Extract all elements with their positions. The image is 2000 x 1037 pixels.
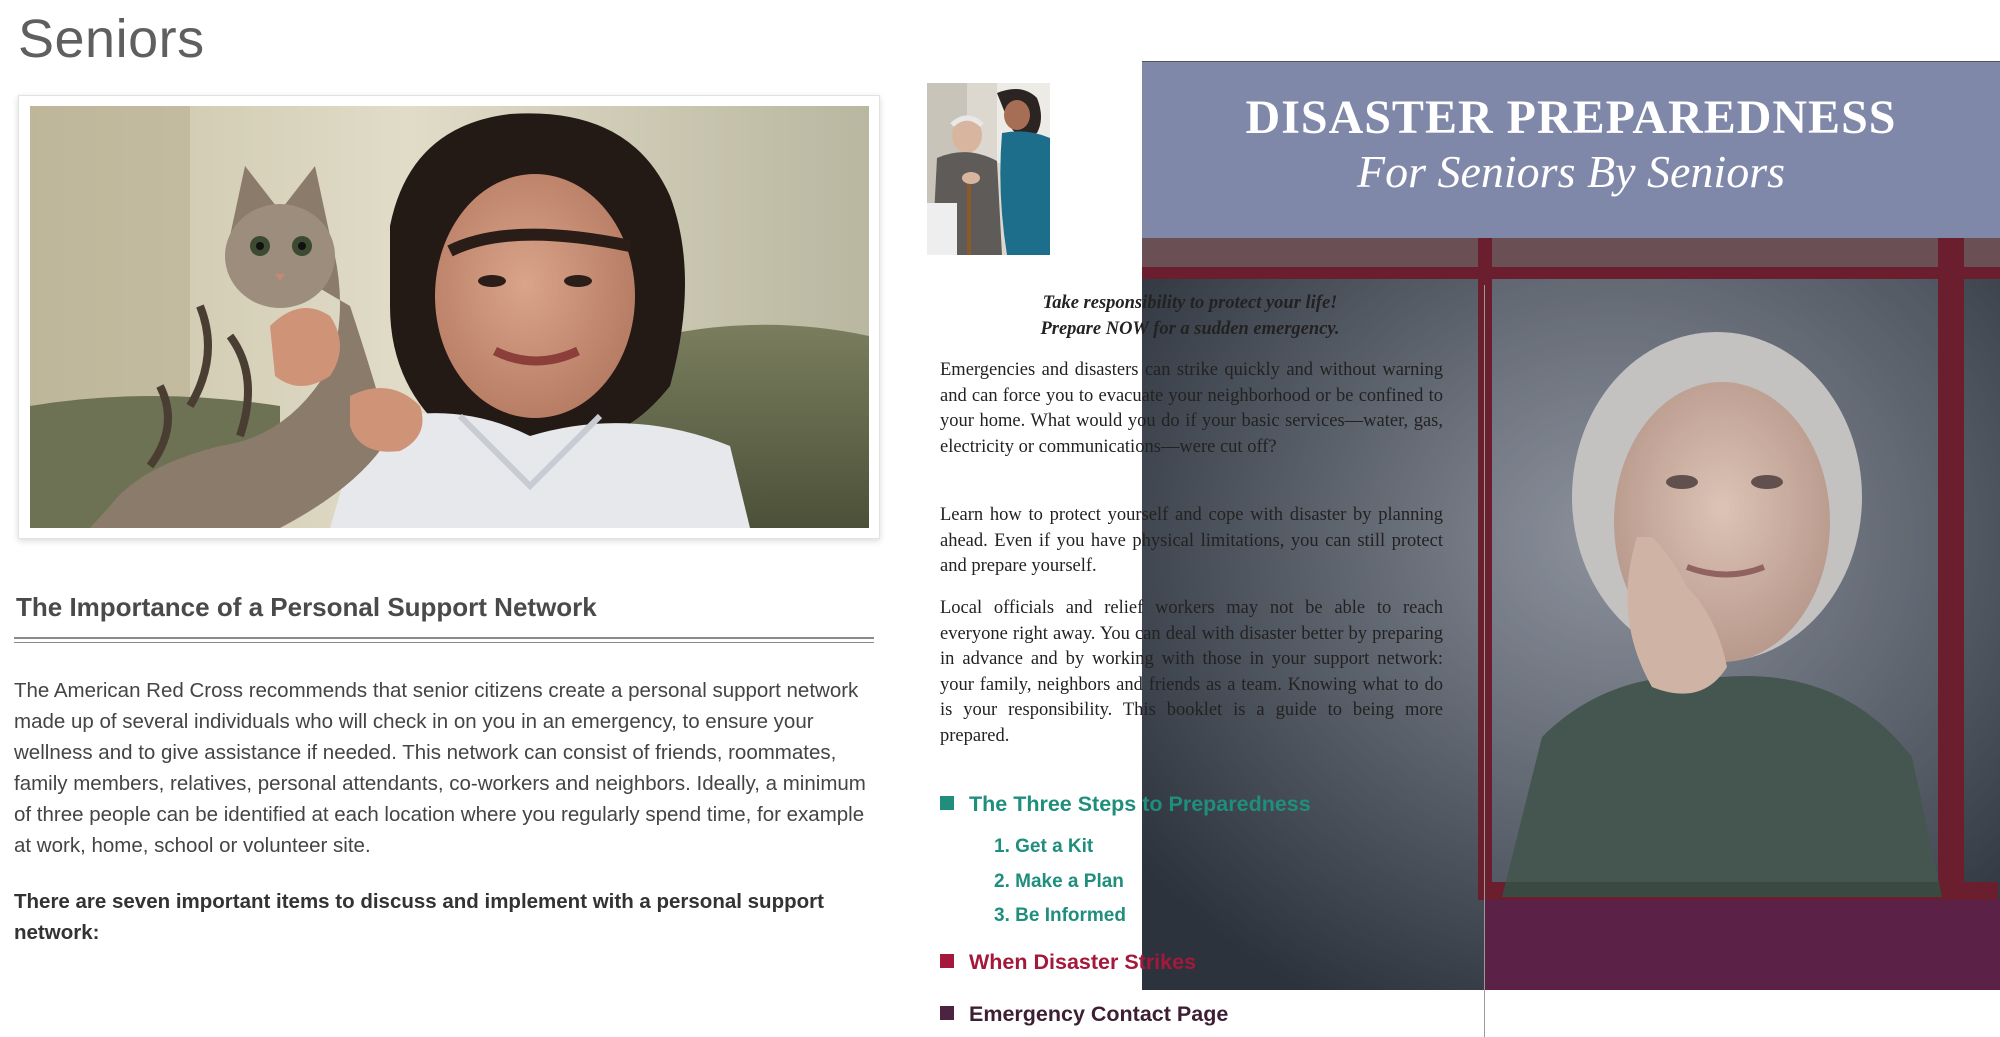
crimson-square-icon <box>940 954 954 968</box>
support-network-paragraph: The American Red Cross recommends that senior citizens create a personal support network made up of several individuals who will check in on you in an emergency, to ensure your wellness and to give assistance if needed. This network can consist of friends, roommates, family members, relatives, personal attendants, co-workers and neighbors. Ideally, a minimum of three people can be identified at each location where you regularly spend time, for example at work, home, school or volunteer site. <box>14 679 866 857</box>
senior-with-cat-photo <box>30 106 869 528</box>
toc-step-2[interactable]: 2. Make a Plan <box>994 871 1124 892</box>
toc-emergency-contact-label: Emergency Contact Page <box>969 1002 1229 1026</box>
toc-when-disaster[interactable] <box>940 950 1196 975</box>
toc-steps-title[interactable] <box>940 792 1311 817</box>
seven-items-paragraph: There are seven important items to discuss and implement with a personal support network: <box>14 890 824 944</box>
toc-step-3[interactable]: 3. Be Informed <box>994 905 1126 926</box>
intro-line-1: Take responsibility to protect your life! <box>1042 293 1338 313</box>
teal-square-icon <box>940 796 954 810</box>
toc-when-disaster-label: When Disaster Strikes <box>969 950 1197 974</box>
page-title: Seniors <box>18 9 205 69</box>
intro-line-2: Prepare NOW for a sudden emergency. <box>1040 319 1340 339</box>
booklet-title: DISASTER PREPAREDNESS <box>1245 91 1897 144</box>
booklet-paragraph-3: Local officials and relief workers may not be able to reach everyone right away. You can deal with disaster better by preparing in advance and by working with those in your support network: your family, neighbors and friends as a team. Knowing what to do is your responsibility. This booklet is a guide to being more prepared. <box>940 598 1443 746</box>
toc-steps-label: The Three Steps to Preparedness <box>969 792 1311 816</box>
booklet-title-banner <box>1142 61 2000 238</box>
heading-divider <box>14 637 874 639</box>
booklet-paragraph-2: Learn how to protect yourself and cope with disaster by planning ahead. Even if you have physical limitations, you can still protect and prepare yourself. <box>940 505 1443 577</box>
photo-frame <box>18 95 880 539</box>
booklet-column-divider <box>1484 285 1485 1037</box>
booklet-subtitle: For Seniors By Seniors <box>1356 146 1785 197</box>
toc-emergency-contact[interactable] <box>940 1002 1228 1027</box>
caregiver-illustration <box>927 83 1050 255</box>
booklet-paragraph-1: Emergencies and disasters can strike quickly and without warning and can force you to evacuate your neighborhood or be confined to your home. What would you do if your basic services—water, gas, electricity or communications—were cut off? <box>940 360 1443 457</box>
plum-square-icon <box>940 1006 954 1020</box>
senior-with-cat-illustration <box>30 106 869 528</box>
toc-step-1[interactable]: 1. Get a Kit <box>994 836 1094 857</box>
heading-divider-secondary <box>14 642 874 643</box>
caregiver-thumbnail-photo <box>927 83 1050 255</box>
section-heading: The Importance of a Personal Support Network <box>16 592 597 622</box>
booklet-intro <box>930 290 1450 342</box>
